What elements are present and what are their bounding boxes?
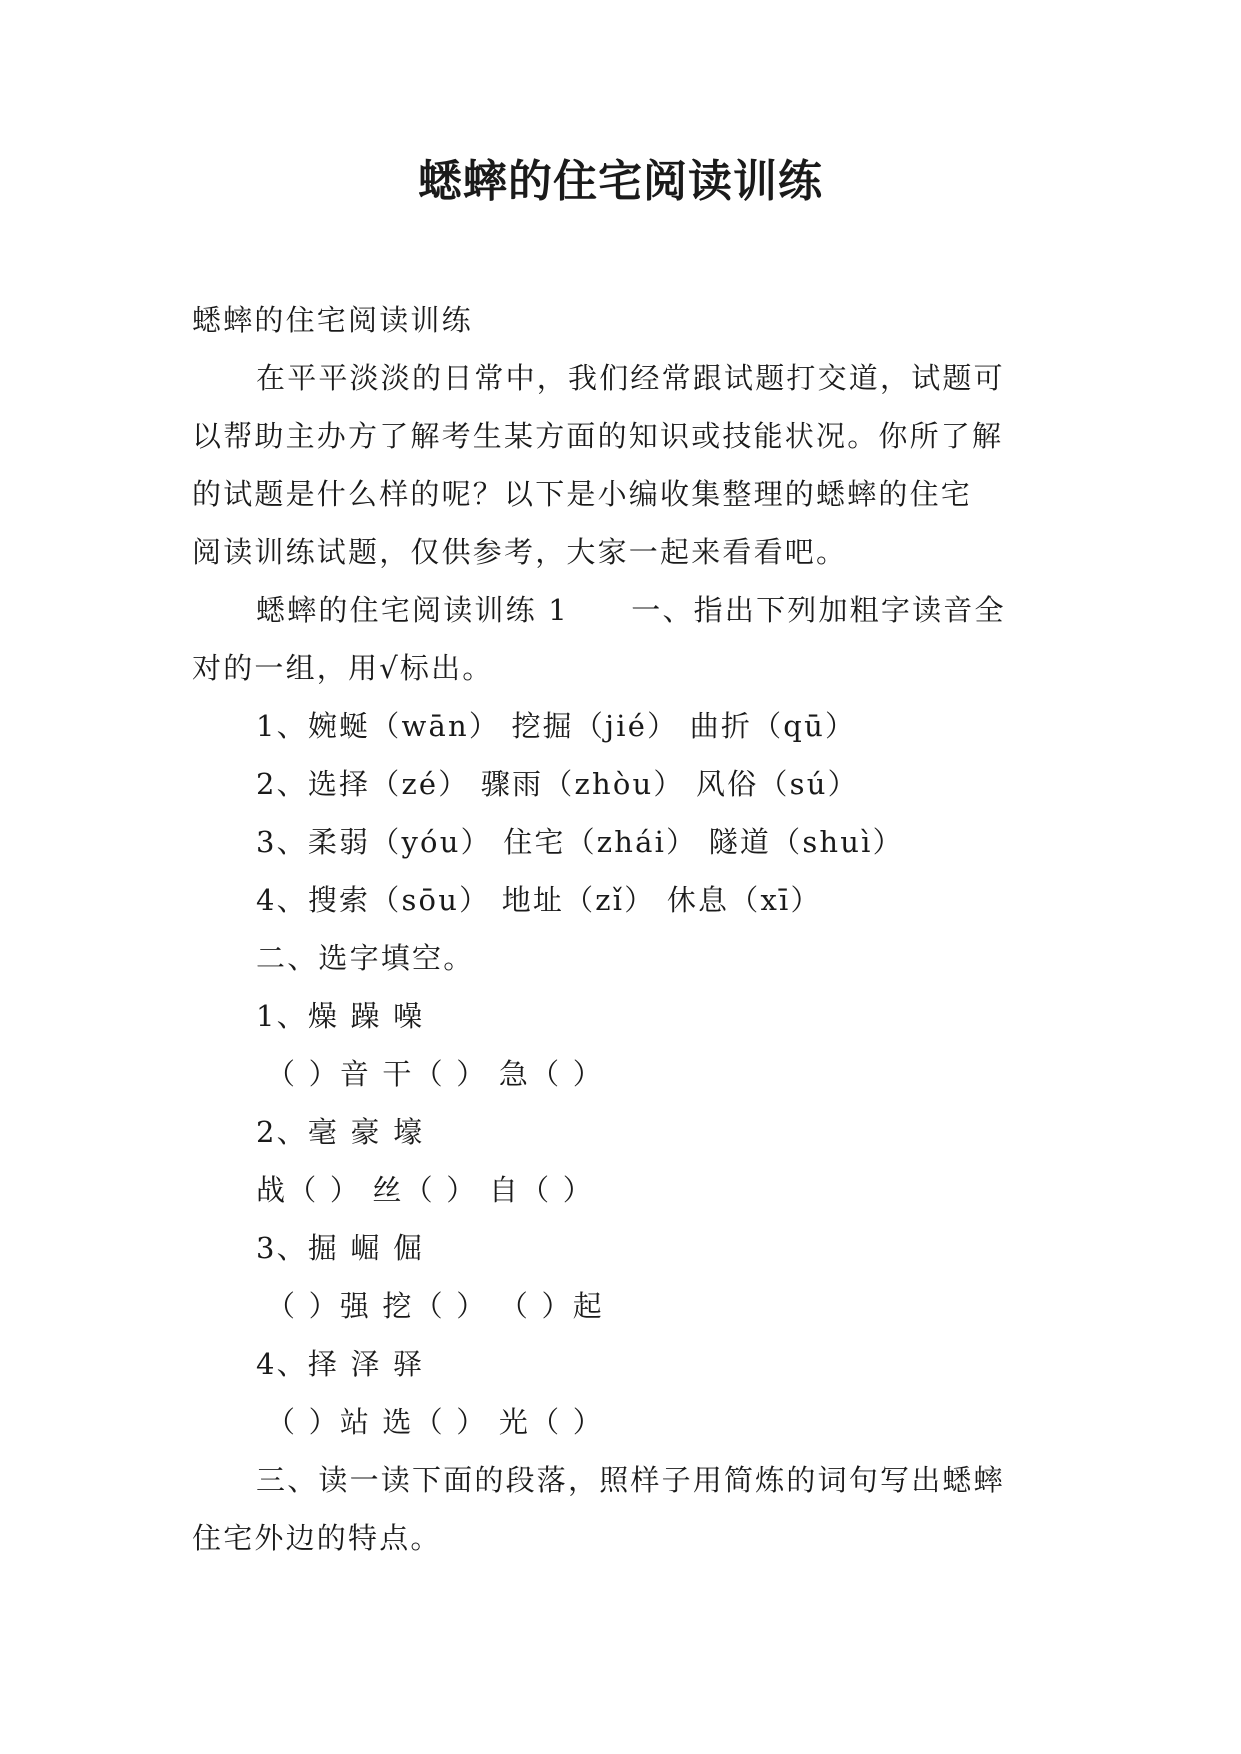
text-line: 二、选字填空。 [256,941,475,975]
text-line: 3、柔弱（yóu） 住宅（zhái） 隧道（shuì） [256,825,904,859]
text-line: 以帮助主办方了解考生某方面的知识或技能状况。你所了解 [192,419,1004,453]
text-line: 阅读训练试题，仅供参考，大家一起来看看吧。 [192,535,848,569]
text-line: 4、搜索（sōu） 地址（zǐ） 休息（xī） [256,883,822,917]
text-line: （ ）站 选（ ） 光（ ） [266,1405,604,1439]
text-line: 1、婉蜒（wān） 挖掘（jié） 曲折（qū） [256,709,857,743]
text-line: 2、选择（zé） 骤雨（zhòu） 风俗（sú） [256,767,859,801]
text-line: 的试题是什么样的呢？以下是小编收集整理的蟋蟀的住宅 [192,477,973,511]
text-line: （ ）音 干（ ） 急（ ） [266,1057,604,1091]
text-line: 蟋蟀的住宅阅读训练 1 一、指出下列加粗字读音全 [256,593,1006,627]
text-line: 蟋蟀的住宅阅读训练 [192,303,473,337]
text-line: 1、燥 躁 噪 [256,999,425,1033]
text-line: 2、毫 豪 壕 [256,1115,425,1149]
text-line: 对的一组，用√标出。 [192,651,494,685]
text-line: （ ）强 挖（ ） （ ）起 [266,1289,604,1323]
document-body [192,291,1052,1567]
text-line: 4、择 泽 驿 [256,1347,425,1381]
text-line: 战（ ） 丝（ ） 自（ ） [256,1173,594,1207]
text-line: 在平平淡淡的日常中，我们经常跟试题打交道，试题可 [256,361,1005,395]
text-line: 住宅外边的特点。 [192,1521,442,1555]
text-line: 三、读一读下面的段落，照样子用简炼的词句写出蟋蟀 [256,1463,1005,1497]
document-title: 蟋蟀的住宅阅读训练 [418,156,823,207]
text-line: 3、掘 崛 倔 [256,1231,425,1265]
